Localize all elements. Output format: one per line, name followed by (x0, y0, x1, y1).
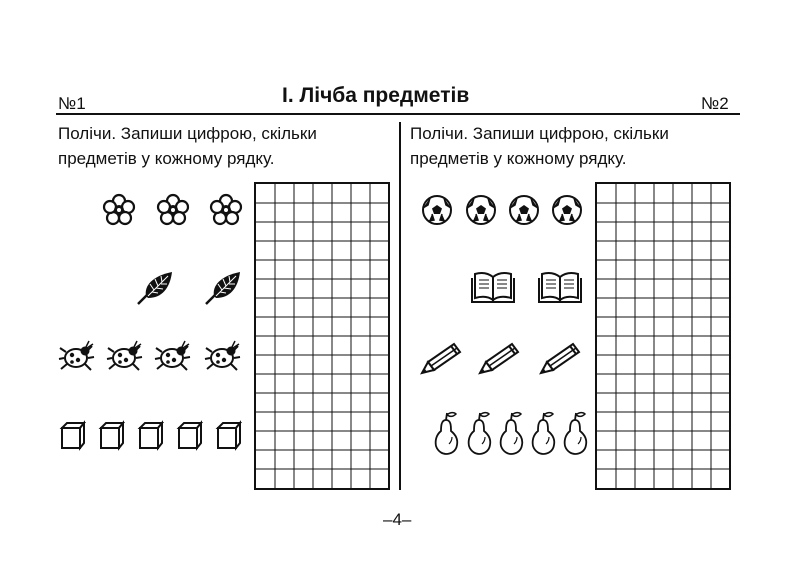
cube-icon (216, 420, 242, 450)
pear-icon (432, 410, 460, 456)
exercise2-instruction (410, 121, 669, 171)
column-divider (399, 122, 401, 490)
soccer-ball-icon (508, 194, 540, 226)
pear-icon (497, 410, 525, 456)
pear-icon (561, 410, 589, 456)
cube-icon (138, 420, 164, 450)
bug-icon (204, 340, 242, 374)
flower-icon (209, 193, 243, 227)
book-icon (537, 270, 583, 306)
page-title: І. Лічба предметів (282, 84, 470, 107)
exercise2-instruction-line1: Полічи. Запиши цифрою, скільки (410, 124, 669, 143)
exercise2-answer-grid[interactable] (595, 182, 731, 490)
exercise2-instruction-line2: предметів у кожному рядку. (410, 149, 627, 168)
pencil-icon (537, 340, 583, 376)
book-icon (470, 270, 516, 306)
bug-icon (58, 340, 96, 374)
exercise1-instruction-line1: Полічи. Запиши цифрою, скільки (58, 124, 317, 143)
pencil-icon (418, 340, 464, 376)
cube-icon (177, 420, 203, 450)
exercise1-answer-grid[interactable] (254, 182, 390, 490)
exercise1-instruction (58, 121, 317, 171)
flower-icon (156, 193, 190, 227)
pear-icon (529, 410, 557, 456)
pear-icon (465, 410, 493, 456)
exercise2-grid-lines (597, 184, 729, 488)
exercise-number-1: №1 (58, 94, 86, 113)
soccer-ball-icon (465, 194, 497, 226)
exercise-number-2: №2 (701, 94, 729, 113)
pencil-icon (476, 340, 522, 376)
soccer-ball-icon (551, 194, 583, 226)
exercise1-grid-lines (256, 184, 388, 488)
exercise1-instruction-line2: предметів у кожному рядку. (58, 149, 275, 168)
bug-icon (154, 340, 192, 374)
header-rule (56, 113, 740, 115)
leaf-icon (204, 270, 244, 306)
bug-icon (106, 340, 144, 374)
flower-icon (102, 193, 136, 227)
page-number: –4– (383, 510, 412, 529)
soccer-ball-icon (421, 194, 453, 226)
cube-icon (99, 420, 125, 450)
cube-icon (60, 420, 86, 450)
leaf-icon (136, 270, 176, 306)
